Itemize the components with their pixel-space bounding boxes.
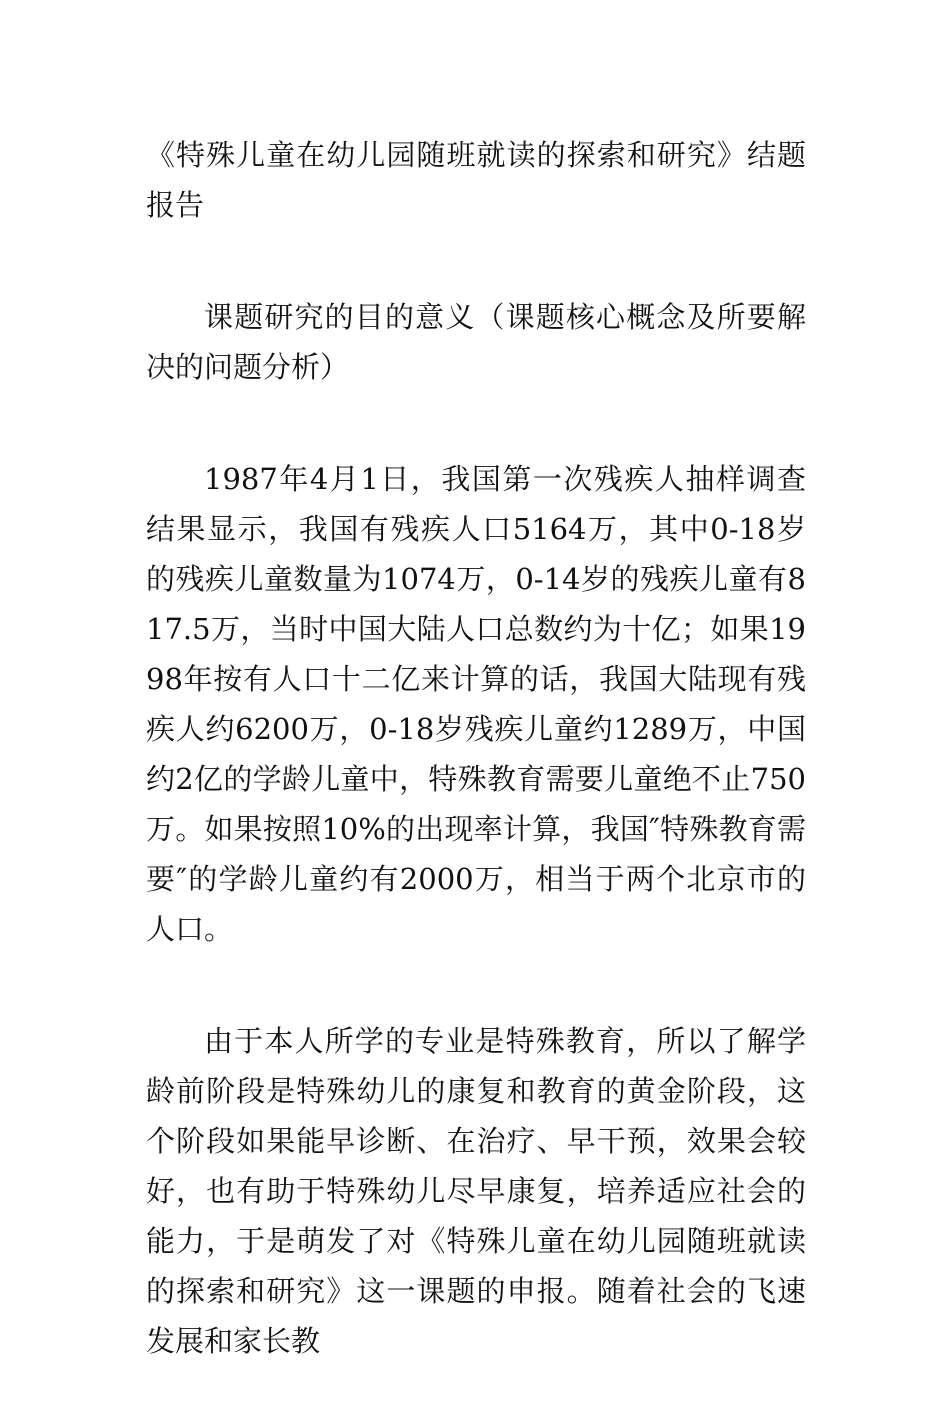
paragraph-motivation: 由于本人所学的专业是特殊教育，所以了解学龄前阶段是特殊幼儿的康复和教育的黄金阶段，这个阶段如果能早诊断、在治疗、早干预，效果会较好，也有助于特殊幼儿尽早康复，培养适应社会的能力，于是萌发了对《特殊儿童在幼儿园随班就读的探索和研究》这一课题的申报。随着社会的飞速发展和家长教 [146,1024,806,1358]
document-page [146,130,806,1428]
section-heading: 课题研究的目的意义（课题核心概念及所要解决的问题分析） [146,300,806,384]
paragraph-statistics: 1987年4月1日，我国第一次残疾人抽样调查结果显示，我国有残疾人口5164万，其中0-18岁的残疾儿童数量为1074万，0-14岁的残疾儿童有817.5万，当时中国大陆人口总数约为十亿；如果1998年按有人口十二亿来计算的话，我国大陆现有残疾人约6200万，0-18岁残疾儿童约1289万，中国约2亿的学龄儿童中，特殊教育需要儿童绝不止750万。如果按照10%的出现率计算，我国″特殊教育需要″的学龄儿童约有2000万，相当于两个北京市的人口。 [146,462,806,946]
document-title: 《特殊儿童在幼儿园随班就读的探索和研究》结题报告 [146,138,806,222]
